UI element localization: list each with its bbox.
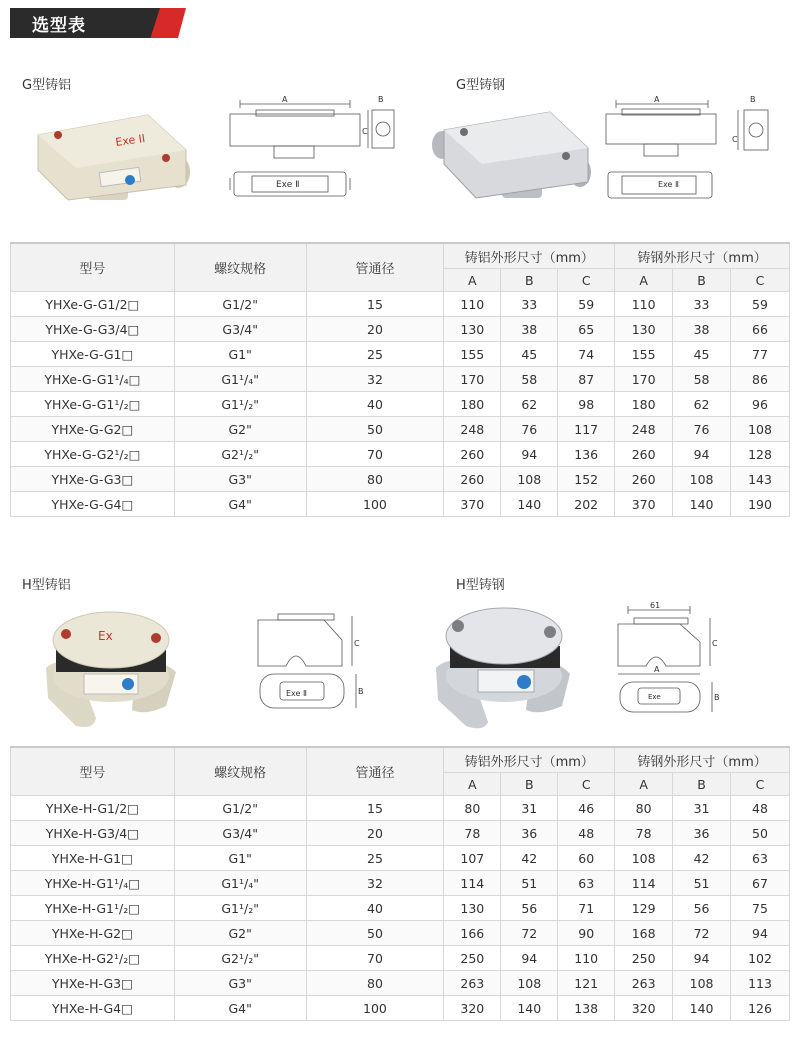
- cell-st-a: 248: [615, 417, 673, 442]
- cell-model: YHXe-G-G1¹/₂□: [11, 392, 175, 417]
- cell-al-b: 33: [501, 292, 558, 317]
- table-row: [11, 492, 790, 517]
- cell-st-c: 48: [731, 796, 790, 821]
- cell-model: YHXe-G-G3/4□: [11, 317, 175, 342]
- cell-st-a: 168: [615, 921, 673, 946]
- cell-st-a: 263: [615, 971, 673, 996]
- cell-model: YHXe-H-G1□: [11, 846, 175, 871]
- cell-st-b: 72: [673, 921, 731, 946]
- table-row: [11, 821, 790, 846]
- g-al-label: G型铸铝: [22, 78, 72, 93]
- cell-model: YHXe-H-G3/4□: [11, 821, 175, 846]
- cell-model: YHXe-G-G2□: [11, 417, 175, 442]
- g-type-spec-table: [10, 242, 790, 517]
- h-steel-product-photo: [428, 596, 578, 736]
- g-steel-dim-b: B: [750, 95, 756, 104]
- cell-st-c: 50: [731, 821, 790, 846]
- page-title: 选型表: [32, 16, 86, 36]
- table-row: [11, 871, 790, 896]
- col-header-thread: 螺纹规格: [174, 747, 306, 796]
- cell-model: YHXe-H-G1¹/₂□: [11, 896, 175, 921]
- cell-st-b: 36: [673, 821, 731, 846]
- cell-thread: G2": [174, 417, 306, 442]
- g-al-drawing-marking: Exe Ⅱ: [276, 180, 300, 190]
- cell-pipe: 15: [306, 796, 444, 821]
- cell-thread: G3": [174, 971, 306, 996]
- cell-al-a: 260: [444, 467, 501, 492]
- col-header-al-dims: 铸铝外形尺寸（mm）: [444, 747, 615, 773]
- cell-st-a: 180: [615, 392, 673, 417]
- cell-st-c: 86: [731, 367, 790, 392]
- cell-al-b: 42: [501, 846, 558, 871]
- cell-al-a: 170: [444, 367, 501, 392]
- cell-al-a: 130: [444, 317, 501, 342]
- col-header-steel-dims: 铸钢外形尺寸（mm）: [615, 747, 790, 773]
- cell-st-a: 155: [615, 342, 673, 367]
- cell-al-a: 166: [444, 921, 501, 946]
- cell-model: YHXe-H-G3□: [11, 971, 175, 996]
- cell-pipe: 40: [306, 392, 444, 417]
- cell-thread: G2¹/₂": [174, 946, 306, 971]
- cell-st-c: 67: [731, 871, 790, 896]
- cell-pipe: 32: [306, 871, 444, 896]
- cell-al-c: 87: [558, 367, 615, 392]
- cell-st-b: 38: [673, 317, 731, 342]
- cell-st-a: 370: [615, 492, 673, 517]
- table-row: [11, 921, 790, 946]
- cell-al-a: 370: [444, 492, 501, 517]
- cell-st-a: 78: [615, 821, 673, 846]
- g-al-photo-marking: Exe II: [114, 131, 147, 149]
- h-al-dim-b: B: [358, 687, 364, 696]
- cell-al-b: 72: [501, 921, 558, 946]
- cell-st-c: 128: [731, 442, 790, 467]
- table-row: [11, 367, 790, 392]
- cell-thread: G4": [174, 996, 306, 1021]
- cell-model: YHXe-H-G4□: [11, 996, 175, 1021]
- cell-pipe: 100: [306, 492, 444, 517]
- cell-al-c: 136: [558, 442, 615, 467]
- cell-model: YHXe-H-G1¹/₄□: [11, 871, 175, 896]
- col-header-thread: 螺纹规格: [174, 243, 306, 292]
- section-banner: [10, 8, 178, 38]
- cell-st-a: 108: [615, 846, 673, 871]
- g-steel-label: G型铸钢: [456, 78, 506, 93]
- cell-al-b: 31: [501, 796, 558, 821]
- cell-al-a: 114: [444, 871, 501, 896]
- cell-pipe: 15: [306, 292, 444, 317]
- col-header-steel-a: A: [615, 269, 673, 292]
- cell-al-c: 138: [558, 996, 615, 1021]
- cell-al-c: 98: [558, 392, 615, 417]
- cell-pipe: 80: [306, 467, 444, 492]
- col-header-steel-c: C: [731, 773, 790, 796]
- table-row: [11, 971, 790, 996]
- h-al-dimension-drawing: [246, 606, 366, 716]
- cell-pipe: 100: [306, 996, 444, 1021]
- cell-pipe: 50: [306, 417, 444, 442]
- cell-al-b: 38: [501, 317, 558, 342]
- col-header-steel-dims: 铸钢外形尺寸（mm）: [615, 243, 790, 269]
- table-row: [11, 946, 790, 971]
- cell-al-b: 51: [501, 871, 558, 896]
- cell-st-c: 96: [731, 392, 790, 417]
- cell-st-c: 66: [731, 317, 790, 342]
- cell-st-c: 63: [731, 846, 790, 871]
- table-row: [11, 896, 790, 921]
- col-header-al-b: B: [501, 773, 558, 796]
- cell-st-a: 320: [615, 996, 673, 1021]
- h-steel-drawing-marking: Exe: [648, 693, 661, 701]
- g-al-dim-a: A: [282, 95, 288, 104]
- h-steel-label: H型铸钢: [456, 578, 505, 593]
- cell-thread: G4": [174, 492, 306, 517]
- h-steel-dimension-drawing: [610, 598, 730, 720]
- cell-st-b: 94: [673, 946, 731, 971]
- g-steel-drawing-marking: Exe Ⅱ: [658, 180, 679, 189]
- cell-thread: G1": [174, 342, 306, 367]
- h-type-spec-table: [10, 746, 790, 1021]
- g-steel-dimension-drawing: [598, 94, 778, 206]
- col-header-model: 型号: [11, 243, 175, 292]
- cell-al-c: 46: [558, 796, 615, 821]
- h-steel-dim-b: B: [714, 693, 720, 702]
- h-al-drawing-marking: Exe Ⅱ: [286, 689, 307, 698]
- cell-thread: G1¹/₄": [174, 871, 306, 896]
- cell-st-b: 108: [673, 971, 731, 996]
- cell-model: YHXe-G-G4□: [11, 492, 175, 517]
- table-row: [11, 996, 790, 1021]
- cell-st-b: 31: [673, 796, 731, 821]
- cell-st-a: 129: [615, 896, 673, 921]
- cell-st-a: 110: [615, 292, 673, 317]
- cell-al-c: 63: [558, 871, 615, 896]
- g-al-dim-b: B: [378, 95, 384, 104]
- cell-al-c: 48: [558, 821, 615, 846]
- cell-st-a: 114: [615, 871, 673, 896]
- col-header-al-b: B: [501, 269, 558, 292]
- col-header-al-a: A: [444, 773, 501, 796]
- table-row: [11, 292, 790, 317]
- cell-model: YHXe-G-G1□: [11, 342, 175, 367]
- g-steel-dim-a: A: [654, 95, 660, 104]
- cell-thread: G2¹/₂": [174, 442, 306, 467]
- cell-pipe: 80: [306, 971, 444, 996]
- cell-al-b: 140: [501, 492, 558, 517]
- cell-st-b: 42: [673, 846, 731, 871]
- cell-st-b: 58: [673, 367, 731, 392]
- cell-al-a: 110: [444, 292, 501, 317]
- cell-al-a: 155: [444, 342, 501, 367]
- h-al-product-photo: [36, 598, 186, 733]
- cell-al-b: 76: [501, 417, 558, 442]
- cell-al-a: 260: [444, 442, 501, 467]
- cell-al-b: 56: [501, 896, 558, 921]
- cell-al-b: 108: [501, 971, 558, 996]
- cell-al-b: 140: [501, 996, 558, 1021]
- cell-al-c: 65: [558, 317, 615, 342]
- cell-al-a: 78: [444, 821, 501, 846]
- cell-al-a: 263: [444, 971, 501, 996]
- cell-pipe: 50: [306, 921, 444, 946]
- cell-al-a: 80: [444, 796, 501, 821]
- cell-al-b: 45: [501, 342, 558, 367]
- col-header-al-c: C: [558, 773, 615, 796]
- cell-al-a: 130: [444, 896, 501, 921]
- cell-st-c: 75: [731, 896, 790, 921]
- cell-st-a: 260: [615, 442, 673, 467]
- h-al-photo-marking: Ex: [98, 629, 113, 643]
- cell-st-a: 260: [615, 467, 673, 492]
- cell-model: YHXe-G-G1/2□: [11, 292, 175, 317]
- cell-thread: G1¹/₂": [174, 392, 306, 417]
- cell-st-b: 140: [673, 492, 731, 517]
- cell-al-b: 62: [501, 392, 558, 417]
- cell-al-c: 121: [558, 971, 615, 996]
- cell-st-c: 108: [731, 417, 790, 442]
- cell-st-c: 77: [731, 342, 790, 367]
- cell-al-b: 94: [501, 442, 558, 467]
- cell-al-a: 107: [444, 846, 501, 871]
- cell-st-a: 80: [615, 796, 673, 821]
- cell-st-a: 130: [615, 317, 673, 342]
- col-header-model: 型号: [11, 747, 175, 796]
- cell-st-c: 126: [731, 996, 790, 1021]
- cell-st-b: 140: [673, 996, 731, 1021]
- cell-al-b: 58: [501, 367, 558, 392]
- cell-al-c: 90: [558, 921, 615, 946]
- h-steel-dim-a: A: [654, 665, 660, 674]
- cell-st-b: 76: [673, 417, 731, 442]
- col-header-pipe: 管通径: [306, 243, 444, 292]
- col-header-al-dims: 铸铝外形尺寸（mm）: [444, 243, 615, 269]
- table-row: [11, 317, 790, 342]
- cell-al-b: 108: [501, 467, 558, 492]
- cell-st-b: 62: [673, 392, 731, 417]
- cell-st-b: 45: [673, 342, 731, 367]
- cell-thread: G3/4": [174, 317, 306, 342]
- cell-pipe: 40: [306, 896, 444, 921]
- cell-thread: G3": [174, 467, 306, 492]
- cell-st-c: 59: [731, 292, 790, 317]
- col-header-steel-b: B: [673, 773, 731, 796]
- g-al-product-photo: [28, 100, 193, 210]
- g-steel-dim-c: C: [732, 135, 738, 144]
- cell-st-b: 56: [673, 896, 731, 921]
- cell-thread: G1/2": [174, 292, 306, 317]
- cell-thread: G1¹/₄": [174, 367, 306, 392]
- h-al-dim-c: C: [354, 639, 360, 648]
- h-steel-dim-c: C: [712, 639, 718, 648]
- cell-al-a: 248: [444, 417, 501, 442]
- table-row: [11, 417, 790, 442]
- cell-st-a: 170: [615, 367, 673, 392]
- table-row: [11, 392, 790, 417]
- cell-st-c: 143: [731, 467, 790, 492]
- cell-st-a: 250: [615, 946, 673, 971]
- cell-al-c: 71: [558, 896, 615, 921]
- col-header-steel-b: B: [673, 269, 731, 292]
- cell-al-a: 250: [444, 946, 501, 971]
- cell-al-b: 36: [501, 821, 558, 846]
- cell-al-a: 320: [444, 996, 501, 1021]
- cell-al-b: 94: [501, 946, 558, 971]
- cell-model: YHXe-H-G1/2□: [11, 796, 175, 821]
- table-row: [11, 442, 790, 467]
- cell-al-c: 60: [558, 846, 615, 871]
- col-header-steel-a: A: [615, 773, 673, 796]
- cell-al-c: 59: [558, 292, 615, 317]
- table-row: [11, 846, 790, 871]
- cell-thread: G1/2": [174, 796, 306, 821]
- cell-al-c: 152: [558, 467, 615, 492]
- table-row: [11, 796, 790, 821]
- cell-model: YHXe-G-G2¹/₂□: [11, 442, 175, 467]
- cell-pipe: 32: [306, 367, 444, 392]
- cell-st-b: 108: [673, 467, 731, 492]
- cell-model: YHXe-G-G1¹/₄□: [11, 367, 175, 392]
- cell-al-c: 202: [558, 492, 615, 517]
- cell-thread: G1¹/₂": [174, 896, 306, 921]
- cell-st-b: 94: [673, 442, 731, 467]
- cell-al-c: 74: [558, 342, 615, 367]
- cell-pipe: 20: [306, 821, 444, 846]
- h-table-body: [11, 796, 790, 1021]
- cell-al-c: 110: [558, 946, 615, 971]
- h-steel-dim-61: 61: [650, 601, 661, 610]
- cell-pipe: 25: [306, 342, 444, 367]
- g-al-dimension-drawing: [222, 94, 402, 206]
- cell-thread: G3/4": [174, 821, 306, 846]
- cell-pipe: 70: [306, 946, 444, 971]
- cell-model: YHXe-G-G3□: [11, 467, 175, 492]
- cell-st-c: 102: [731, 946, 790, 971]
- cell-st-b: 33: [673, 292, 731, 317]
- cell-pipe: 70: [306, 442, 444, 467]
- cell-thread: G1": [174, 846, 306, 871]
- table-row: [11, 342, 790, 367]
- cell-st-c: 113: [731, 971, 790, 996]
- cell-pipe: 25: [306, 846, 444, 871]
- g-steel-product-photo: [430, 100, 595, 210]
- cell-thread: G2": [174, 921, 306, 946]
- cell-al-c: 117: [558, 417, 615, 442]
- col-header-al-c: C: [558, 269, 615, 292]
- cell-model: YHXe-H-G2¹/₂□: [11, 946, 175, 971]
- cell-st-c: 190: [731, 492, 790, 517]
- cell-st-b: 51: [673, 871, 731, 896]
- g-table-body: [11, 292, 790, 517]
- col-header-pipe: 管通径: [306, 747, 444, 796]
- cell-st-c: 94: [731, 921, 790, 946]
- cell-pipe: 20: [306, 317, 444, 342]
- cell-al-a: 180: [444, 392, 501, 417]
- table-row: [11, 467, 790, 492]
- h-al-label: H型铸铝: [22, 578, 71, 593]
- col-header-al-a: A: [444, 269, 501, 292]
- g-al-dim-c: C: [362, 127, 368, 136]
- cell-model: YHXe-H-G2□: [11, 921, 175, 946]
- col-header-steel-c: C: [731, 269, 790, 292]
